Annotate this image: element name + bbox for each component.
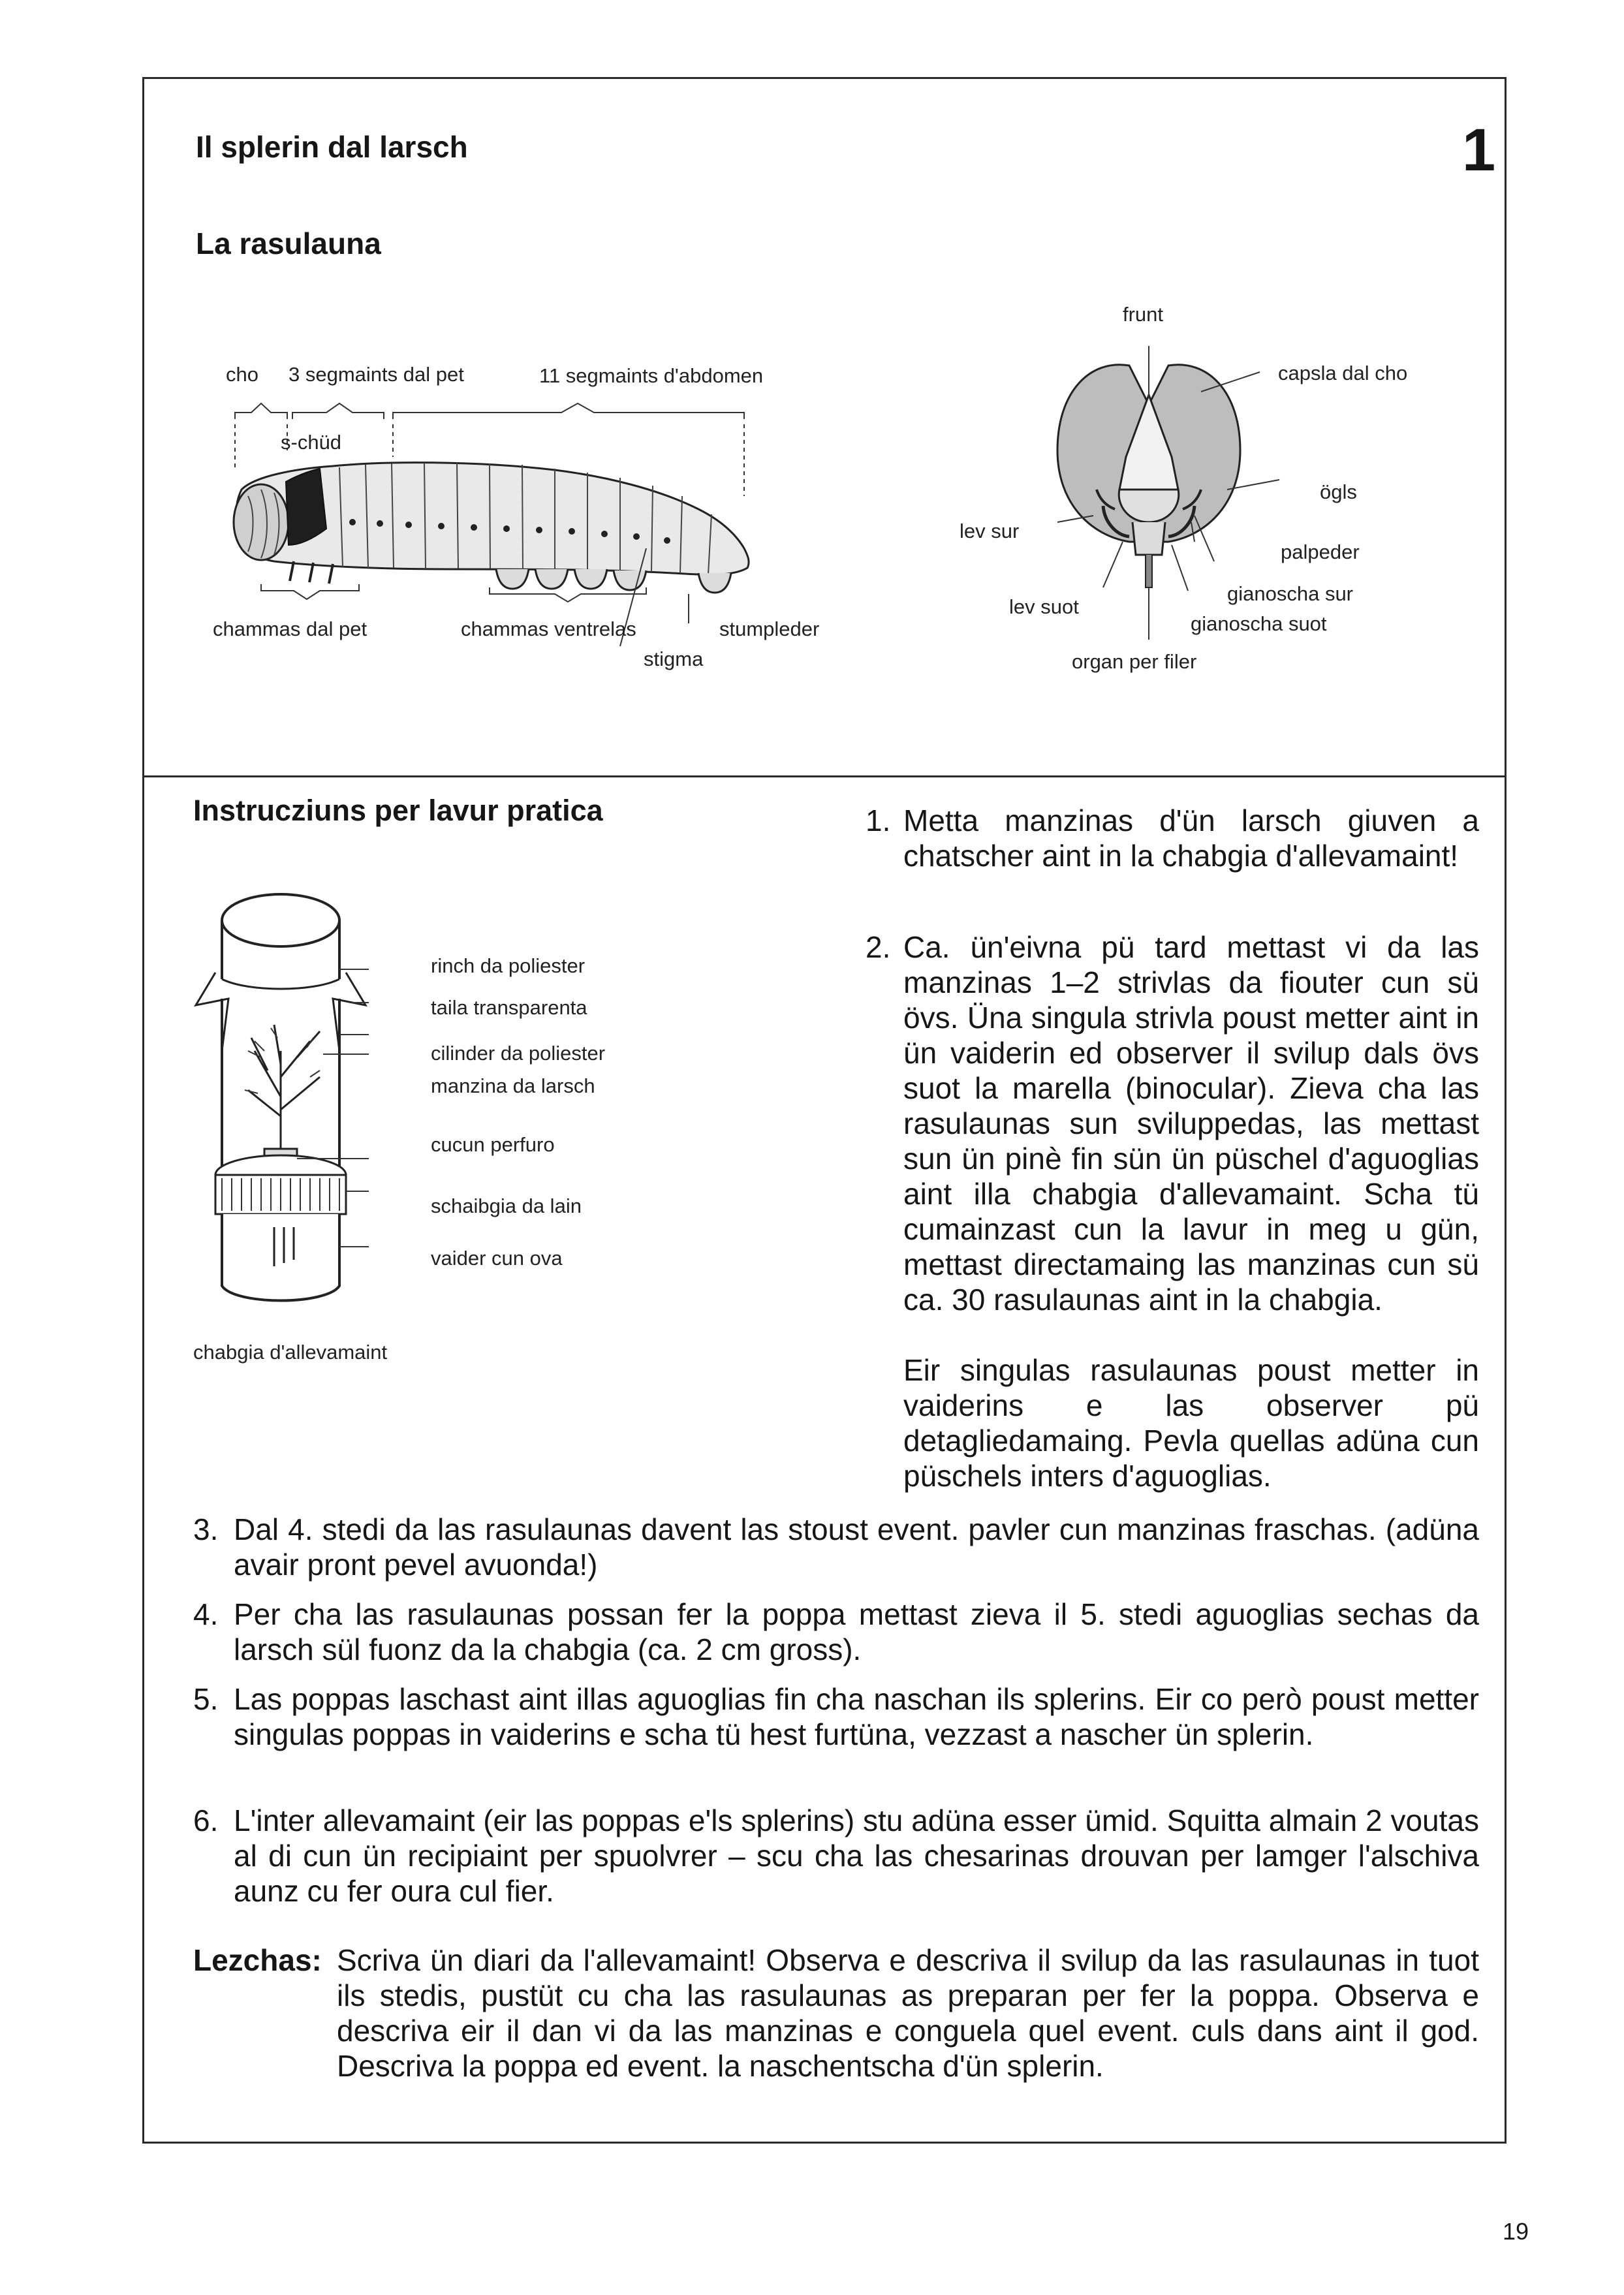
step-text: Per cha las rasulaunas possan fer la poppa mettast zieva il 5. stedi aguoglias sechas da larsch sül fuonz da la chabgia (ca. 2 cm gross). (234, 1597, 1479, 1666)
step-number: 5. (193, 1682, 219, 1716)
page-number: 19 (1503, 2218, 1529, 2245)
label-cylinder: cilinder da poliester (431, 1042, 606, 1065)
sheet-number: 1 (1462, 117, 1496, 183)
label-head-capsule: capsla dal cho (1278, 362, 1408, 384)
step-number: 4. (193, 1597, 219, 1631)
step-text: Las poppas laschast aint illas aguoglias fin cha naschan ils splerins. Eir co però poust metter singulas poppas in vaiderins e scha tü hest furtüna, vezzast a nascher ün splerin. (234, 1682, 1479, 1751)
label-eyes: ögls (1320, 480, 1357, 503)
label-twig: manzina da larsch (431, 1074, 595, 1097)
label-cloth: taila transparenta (431, 996, 587, 1019)
step-text: Metta manzinas d'ün larsch giuven a chatscher aint in la chabgia d'allevamaint! (903, 804, 1479, 873)
step-text: L'inter allevamaint (eir las poppas e'ls splerins) stu adüna esser ümid. Squitta almain 2 voutas al di cun ün recipiaint per spuolvrer – scu cha las chesarinas drouvan per lamger l'alschiva aunz cu fer oura cul fier. (234, 1803, 1479, 1908)
label-frunt: frunt (1123, 303, 1164, 326)
step-number: 6. (193, 1803, 219, 1837)
step-text: Dal 4. stedi da las rasulaunas davent las stoust event. pavler cun manzinas fraschas. (adüna avair pront pevel avuonda!) (234, 1512, 1479, 1582)
label-jar: vaider cun ova (431, 1247, 563, 1270)
step-text: Ca. ün'eivna pü tard mettast vi da las manzinas 1–2 strivlas da fiouter cun sü övs. Üna singula strivla poust metter aint in ün vaiderin ed observer il svilup dals övs suot la marella (binocular). Zieva cha las rasulaunas sun sviluppedas, las mettast sun ün pinè fin sün ün püschel d'aguoglias aint illa chabgia d'allevamaint. Scha tü cumainzast cun la lavur in meg u gün, mettast directamaing las manzinas cun sü ca. 30 rasulaunas aint in la chabgia. (903, 930, 1479, 1317)
label-spinneret: organ per filer (1072, 650, 1197, 673)
step-number: 3. (193, 1512, 219, 1546)
label-cork: cucun perfuro (431, 1133, 555, 1156)
label-upper-lip: lev sur (960, 520, 1020, 542)
label-ring: rinch da poliester (431, 954, 586, 977)
label-stigma: stigma (644, 648, 704, 670)
section-subtitle: La rasulauna (196, 226, 381, 260)
label-abdomen-segments: 11 segmaints d'abdomen (539, 364, 764, 387)
label-cho: cho (226, 363, 258, 386)
homework-text: Scriva ün diari da l'allevamaint! Observa e descriva il svilup da las rasulaunas in tuot ils stedis, pustüt cu cha las rasulaunas as preparan per fer la poppa. Observa e descriva eir il dan vi da las manzinas e conguela quel event. culs dans aint il god. Descriva la poppa ed event. la naschentscha d'ün splerin. (337, 1943, 1479, 2083)
label-stump-legs: stumpleder (719, 617, 820, 640)
step-number: 2. (866, 930, 891, 964)
rearing-cage-illustration (189, 881, 411, 1325)
label-lower-lip: lev suot (1009, 595, 1079, 618)
label-wood-dish: schaibgia da lain (431, 1194, 582, 1217)
instructions-heading: Instrucziuns per lavur pratica (193, 794, 603, 827)
label-thoracic-legs: chammas dal pet (213, 617, 367, 640)
section-divider (142, 775, 1507, 777)
label-upper-jaw: gianoscha sur (1227, 582, 1354, 605)
label-thorax-segments: 3 segmaints dal pet (289, 363, 464, 386)
worksheet-title: Il splerin dal larsch (196, 130, 468, 164)
cage-caption: chabgia d'allevamaint (193, 1341, 388, 1364)
label-ventral-legs: chammas ventrelas (461, 617, 636, 640)
homework-label: Lezchas: (193, 1943, 322, 1977)
step-text-continued: Eir singulas rasulaunas poust metter in vaiderins e las observer pü detagliedamaing. Pevla quellas adüna cun püschels inters d'aguoglias. (903, 1353, 1479, 1493)
label-shield: s-chüd (281, 431, 342, 454)
step-number: 1. (866, 804, 891, 837)
label-palps: palpeder (1281, 540, 1360, 563)
label-lower-jaw: gianoscha suot (1191, 612, 1327, 635)
